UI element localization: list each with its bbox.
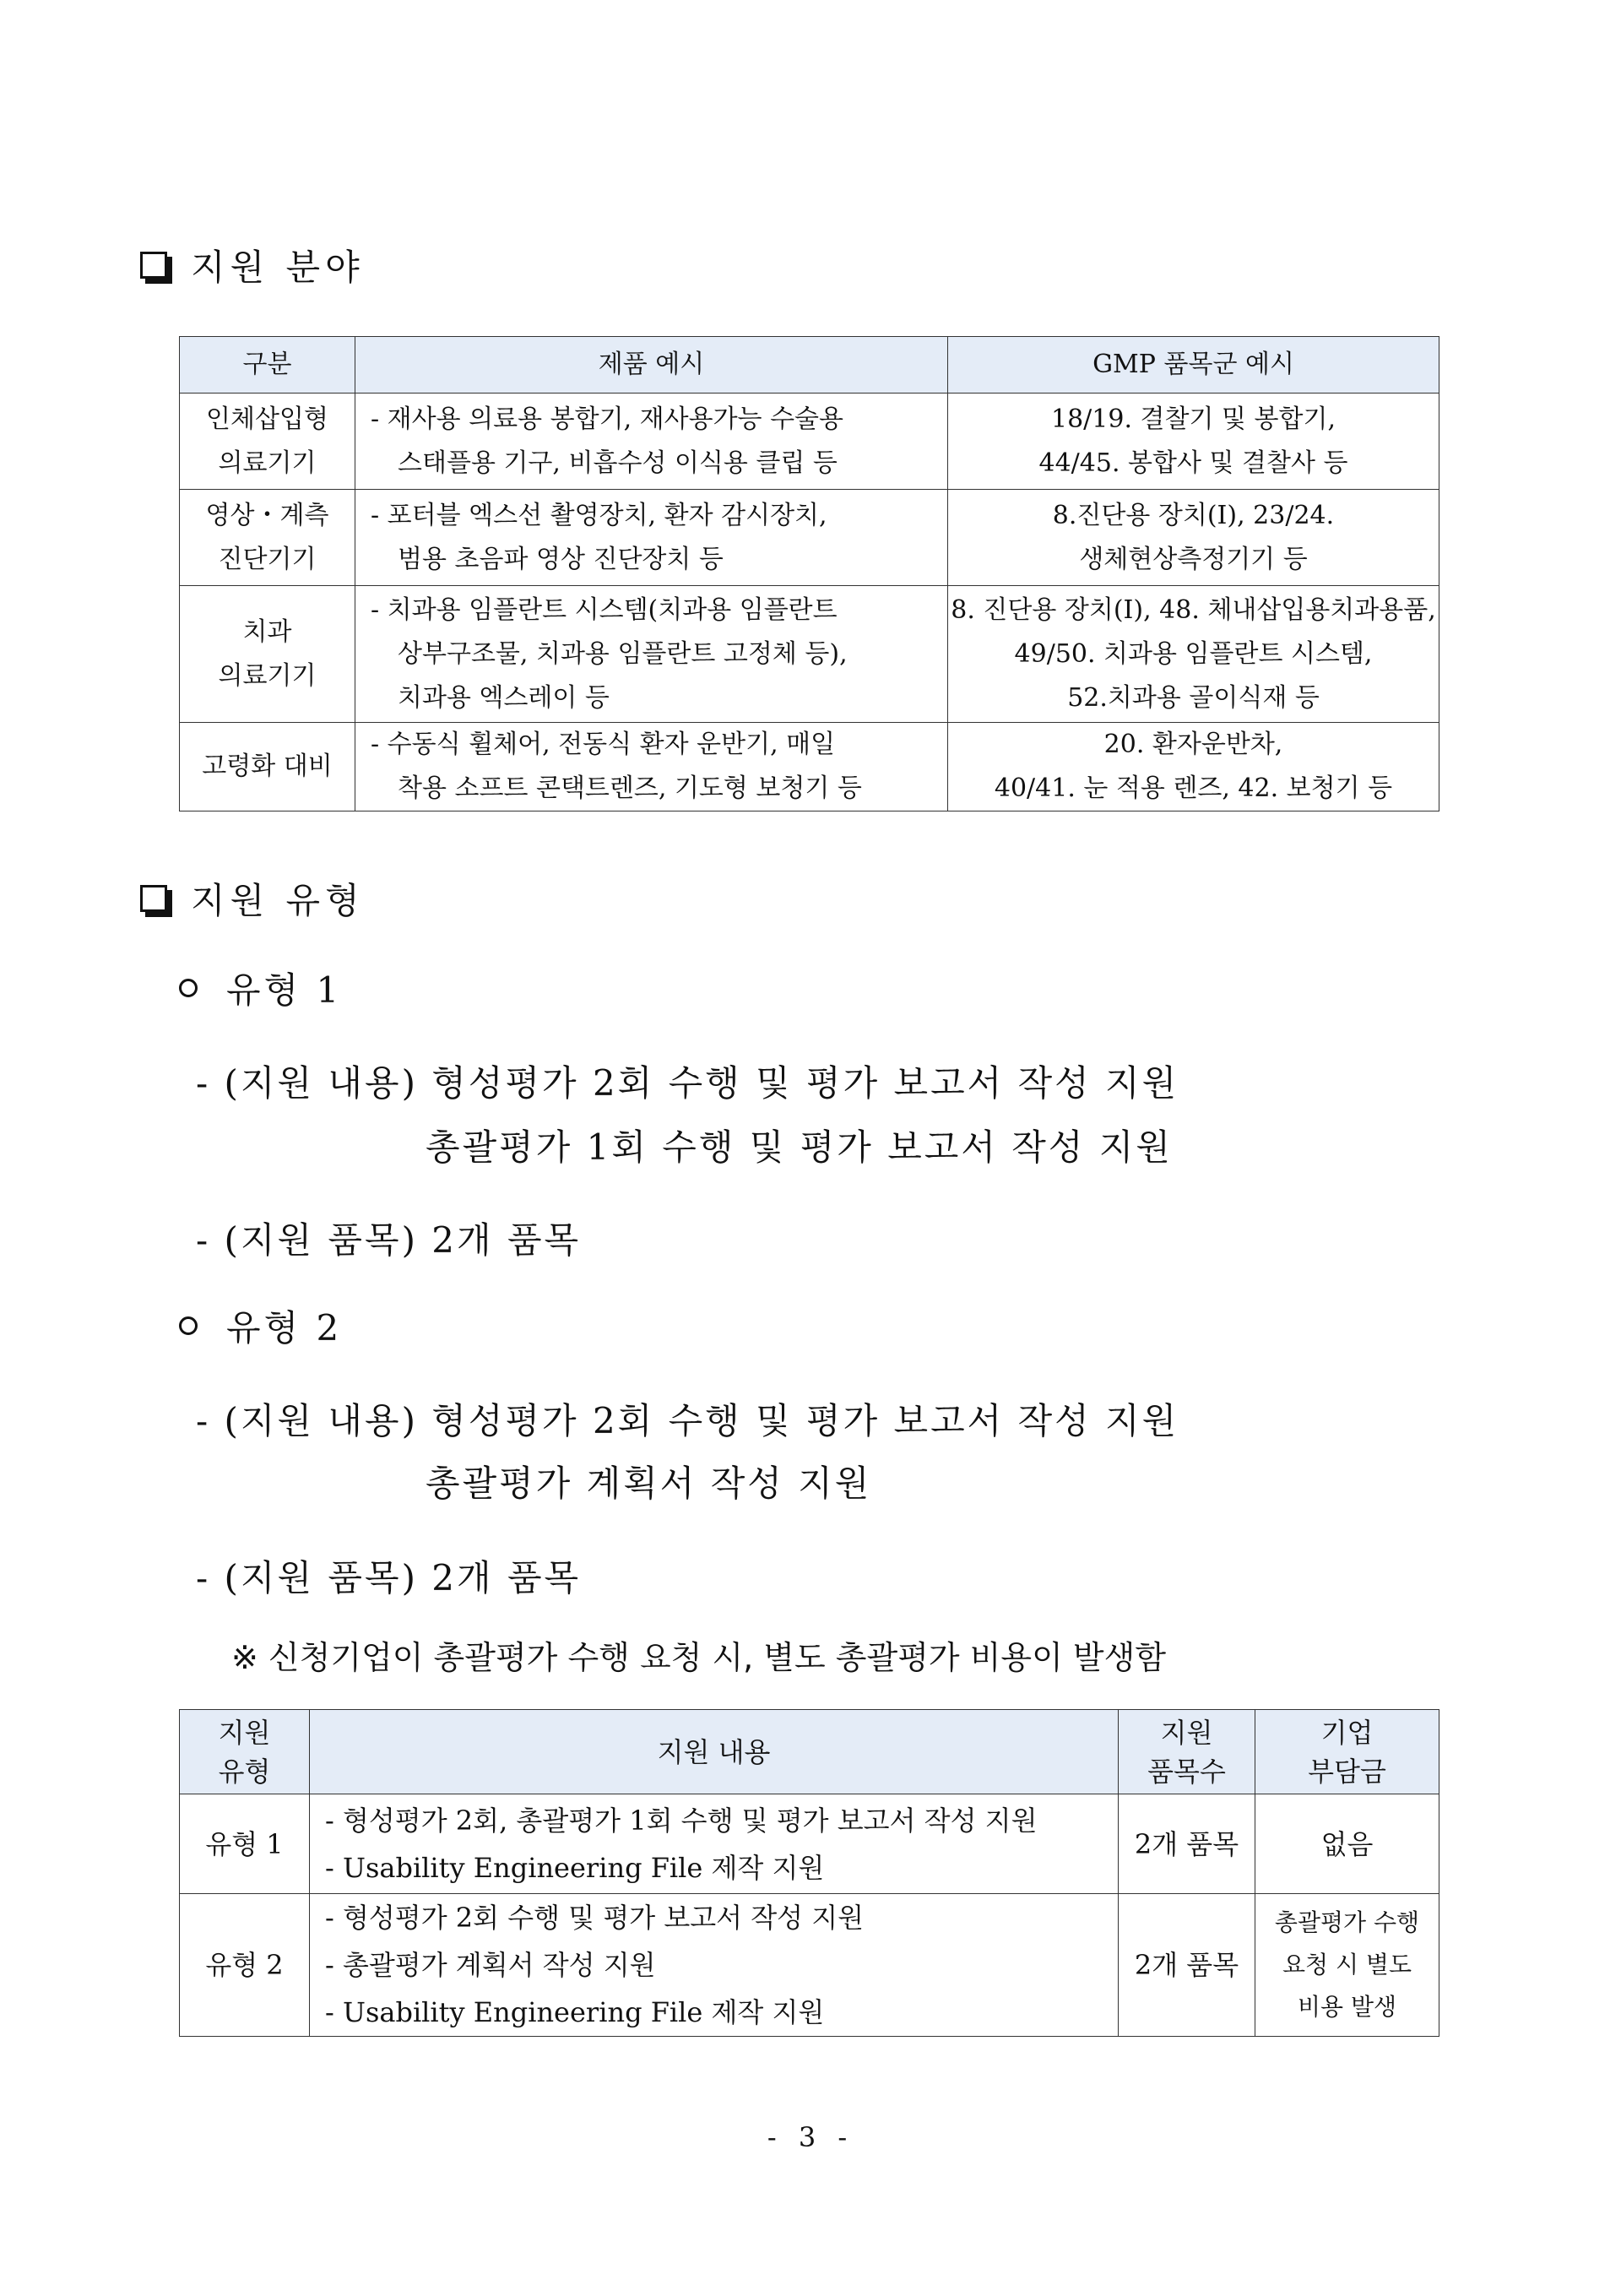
gmp-cell: 8. 진단용 장치(I), 48. 체내삽입용치과용품, 49/50. 치과용 임플란트 시스템, 52.치과용 골이식재 등 [948, 586, 1439, 723]
burden-cell: 총괄평가 수행 요청 시 별도 비용 발생 [1255, 1894, 1439, 2037]
type2-content-line2: 총괄평가 계획서 작성 지원 [426, 1463, 872, 1504]
category-cell: 고령화 대비 [180, 723, 355, 811]
page-number: - 3 - [767, 2121, 854, 2153]
table-header-row [180, 337, 1439, 394]
product-cell: - 재사용 의료용 봉합기, 재사용가능 수술용 스태플용 기구, 비흡수성 이식용 클립 등 [355, 394, 948, 490]
product-cell: - 수동식 휠체어, 전동식 환자 운반기, 매일 착용 소프트 콘택트렌즈, 기도형 보청기 등 [355, 723, 948, 811]
table-row [180, 723, 1439, 811]
table-row [180, 586, 1439, 723]
gmp-cell: 18/19. 결찰기 및 봉합기, 44/45. 봉합사 및 결찰사 등 [948, 394, 1439, 490]
checkbox-square-icon [140, 885, 167, 912]
table-row [180, 1794, 1439, 1894]
type1-content-line1: - (지원 내용) 형성평가 2회 수행 및 평가 보고서 작성 지원 [196, 1062, 1179, 1104]
column-header: 지원 유형 [180, 1710, 310, 1794]
column-header: 제품 예시 [355, 337, 948, 394]
circle-bullet-icon [179, 1316, 198, 1335]
support-field-table [179, 336, 1439, 811]
table-row [180, 490, 1439, 586]
gmp-cell: 8.진단용 장치(I), 23/24. 생체현상측정기기 등 [948, 490, 1439, 586]
column-header: GMP 품목군 예시 [948, 337, 1439, 394]
section-title: 지원 유형 [191, 880, 365, 921]
section-heading-support-type [140, 873, 365, 924]
column-header: 지원 내용 [310, 1710, 1119, 1794]
checkbox-square-icon [140, 252, 167, 279]
type2-content-line1: - (지원 내용) 형성평가 2회 수행 및 평가 보고서 작성 지원 [196, 1400, 1179, 1441]
burden-cell: 없음 [1255, 1794, 1439, 1894]
type1-items-line: - (지원 품목) 2개 품목 [196, 1219, 582, 1261]
column-header: 지원 품목수 [1119, 1710, 1255, 1794]
column-header: 구분 [180, 337, 355, 394]
product-cell: - 치과용 임플란트 시스템(치과용 임플란트 상부구조물, 치과용 임플란트 고정체 등), 치과용 엑스레이 등 [355, 586, 948, 723]
type2-heading: 유형 2 [179, 1300, 342, 1351]
category-cell: 영상・계측 진단기기 [180, 490, 355, 586]
table-row [180, 1894, 1439, 2037]
type1-content-line2: 총괄평가 1회 수행 및 평가 보고서 작성 지원 [426, 1126, 1173, 1168]
gmp-cell: 20. 환자운반차, 40/41. 눈 적용 렌즈, 42. 보청기 등 [948, 723, 1439, 811]
section-title: 지원 분야 [191, 247, 365, 288]
content-cell: - 형성평가 2회 수행 및 평가 보고서 작성 지원 - 총괄평가 계획서 작성 지원 - Usability Engineering File 제작 지원 [310, 1894, 1119, 2037]
circle-bullet-icon [179, 979, 198, 997]
table-row [180, 394, 1439, 490]
type2-items-line: - (지원 품목) 2개 품목 [196, 1557, 582, 1599]
count-cell: 2개 품목 [1119, 1794, 1255, 1894]
section-heading-support-field [140, 240, 365, 290]
product-cell: - 포터블 엑스선 촬영장치, 환자 감시장치, 범용 초음파 영상 진단장치 등 [355, 490, 948, 586]
type1-heading: 유형 1 [179, 963, 342, 1013]
type-cell: 유형 2 [180, 1894, 310, 2037]
content-cell: - 형성평가 2회, 총괄평가 1회 수행 및 평가 보고서 작성 지원 - Usability Engineering File 제작 지원 [310, 1794, 1119, 1894]
category-cell: 인체삽입형 의료기기 [180, 394, 355, 490]
table-header-row [180, 1710, 1439, 1794]
column-header: 기업 부담금 [1255, 1710, 1439, 1794]
type-cell: 유형 1 [180, 1794, 310, 1894]
category-cell: 치과 의료기기 [180, 586, 355, 723]
cost-note: ※ 신청기업이 총괄평가 수행 요청 시, 별도 총괄평가 비용이 발생함 [231, 1639, 1167, 1676]
support-type-table [179, 1709, 1439, 2037]
count-cell: 2개 품목 [1119, 1894, 1255, 2037]
